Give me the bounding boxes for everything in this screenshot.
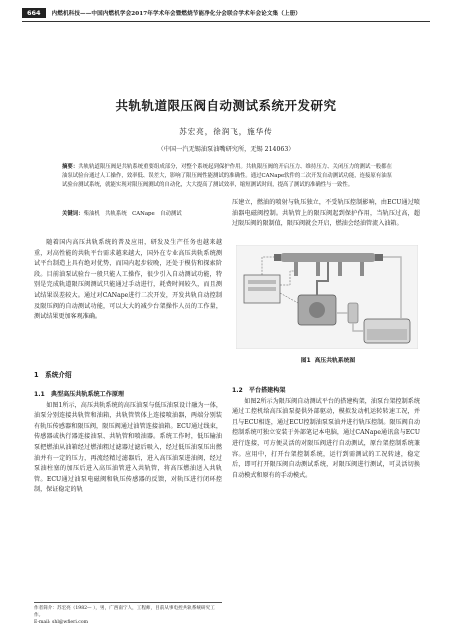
figure-1-system-diagram [236, 245, 418, 349]
section-1-1 [34, 390, 222, 496]
common-rail-shape [280, 253, 376, 262]
figure-1-caption [232, 355, 420, 364]
abstract [62, 163, 392, 191]
section-heading: 1 系统介绍 [34, 371, 72, 379]
paper-affiliation: （中国一汽无锡油泵油嘴研究所，无锡 214063） [157, 146, 295, 153]
footnote-email: E-mail: shl@wfieri.com [34, 620, 88, 626]
page-number: 664 [22, 8, 46, 18]
left-column [34, 238, 222, 323]
pressure-limit-valve-shape [375, 254, 383, 261]
section-1-2-paragraph: 如图2所示为限压阀自动测试平台的搭建构架，油泵台架控制系统通过工控机给高压油泵提供外部驱动，模拟发动机运转转速工况，并且与ECU相连，通过ECU控制油泵泵油并进行轨压控制。限压阀自动控制系统可独立安装于外部笔记本电脑，通过CANape通讯盒与ECU进行连接，可方便灵活的对限压阀进行自动测试，原台架控制系统兼容。应用中，打开台架控制系统，运行到需测试的工况转速，稳定后，即可打开限压阀自动测试系统，对限压阀进行测试，可灵活切换自动模式和原有的手动模式。 [232, 397, 420, 479]
abstract-text: 共轨轨道限压阀是共轨系统重要组成部分，对整个系统起到保护作用。共轨限压阀的开启压力、维持压力、关闭压力的测试一般都在油泵试验台通过人工操作，效率低、误差大，影响了限压阀性能测试的准确性。通过CANape软件的二次开发自动测试功能，连接原有油泵试验台测试系统，就能实现对限压阀测试的自动化，大大提高了测试效率，缩短测试时间，提高了测试的准确性与一致性。 [62, 164, 392, 189]
figure-1-label: 图1 [300, 358, 311, 364]
right-top-paragraph: 压建立，燃油的喷射与轨压独立，不受轨压控制影响，由ECU通过喷油器电磁阀控制。共轨管上的限压阀起到保护作用，当轨压过高，超过限压阀的限制值，限压阀就会开启，燃油会经油管流入油箱。 [232, 199, 420, 228]
intro-paragraph: 随着国内高压共轨系统的普及应用，研发及生产任务也越来越重，对高性能的共轨平台需求越来越大，国外在专业高压共轨系统测试平台制造上具有绝对优势，而国内起步较晚，还处于模仿和探索阶段。目前油泵试验台一般只能人工操作，很少引入自动测试功能，特别是完成轨道限压阀测试只能通过手动进行，耗费时间较久，而且测试结果误差较大。通过对CANape进行二次开发，开发共轨自动控制及限压阀的自动测试功能，可以大大的减少台架操作人员的工作量，测试结果更加客观准确。 [34, 239, 222, 321]
abstract-label: 摘要： [62, 164, 79, 170]
keywords-label: 关键词： [62, 211, 84, 217]
paper-title: 共轨轨道限压阀自动测试系统开发研究 [115, 98, 337, 113]
running-title: 内燃机科技——中国内燃机学会2017年学术年会暨燃烧节能净化分会联合学术年会论文集（上册） [51, 11, 301, 17]
section-1 [34, 370, 222, 381]
subsection-heading: 1.1 典型高压共轨系统工作原理 [34, 391, 125, 398]
figure-1-title: 高压共轨系统图 [314, 358, 356, 364]
footnote-author-bio: 作者简介：苏宏亮（1982— ），男，广西南宁人，工程师，目前从事电控共轨系统研究工作。 [34, 606, 215, 619]
section-1-2 [232, 386, 420, 481]
section-1-1-paragraph: 如图1所示，高压共轨系统的高压油泵与低压油泵设计融为一体，油泵分别连接共轨管和油箱，共轨管管体上连接喷油器，两端分别装有轨压传感器和限压阀，限压阀通过油管连接油箱。ECU通过线束，传感器或执行器连接油泵、共轨管和喷油器。系统工作时，低压输油泵把燃油从油箱经过燃油粗过滤器过滤后吸入，经过低压油泵压出燃油并有一定的压力，再流经精过滤器后，进入高压油泵进油阀，经过泵油柱塞的加压后进入高压油管进入共轨管，将高压燃油送入共轨管。ECU通过油泵电磁阀和轨压传感器的反馈，对轨压进行闭环控制，保证稳定的轨 [34, 401, 222, 494]
right-column-top [232, 198, 420, 230]
pressure-sensor-shape [274, 254, 281, 261]
fuel-filter-shape [348, 303, 358, 323]
paper-authors: 苏宏亮，徐润飞，施华传 [179, 127, 273, 136]
keywords-text: 柴油机 共轨系统 CANape 自动测试 [83, 211, 182, 217]
running-header [22, 6, 430, 20]
header-rule [22, 21, 430, 22]
subsection-heading: 1.2 平台搭建构架 [232, 387, 286, 394]
footnote [34, 602, 222, 627]
